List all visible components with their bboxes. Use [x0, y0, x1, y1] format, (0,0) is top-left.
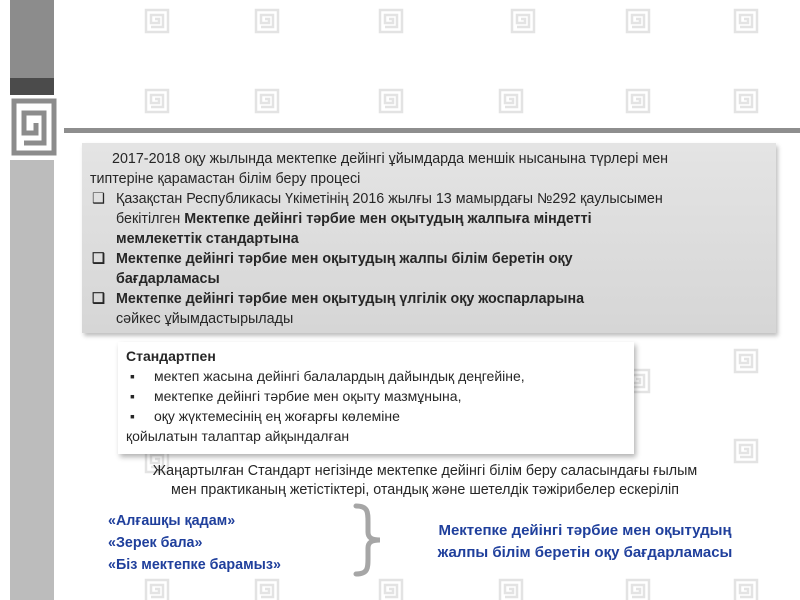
header-divider-line	[64, 128, 800, 133]
general-program-line-2: жалпы білім беретін оқу бағдарламасы	[437, 544, 733, 561]
program-name: «Алғашқы қадам»	[108, 513, 236, 529]
meander-ornament-icon	[10, 95, 64, 159]
standard-footer: қойылатын талаптар айқындалған	[126, 428, 350, 444]
standard-title: Стандартпен	[126, 348, 216, 364]
item1-bold-2: мемлекеттік стандартына	[116, 231, 299, 247]
standard-requirements-panel	[118, 342, 634, 454]
item3-line-1: Мектепке дейінгі тәрбие мен оқытудың үлгілік оқу жоспарларына	[116, 291, 585, 307]
left-bar-top	[10, 0, 54, 78]
list-item	[90, 289, 768, 309]
item1-text: Қазақстан Республикасы Үкіметінің 2016 жылғы 13 мамырдағы №292 қаулысымен	[116, 191, 663, 207]
renewed-standard-text	[80, 462, 770, 500]
item2-line-2: бағдарламасы	[116, 271, 220, 287]
checkbox-bullet-icon: ❑	[92, 251, 105, 267]
square-bullet-icon: ▪	[130, 408, 135, 424]
general-program-line-1: Мектепке дейінгі тәрбие мен оқытудың	[438, 522, 732, 539]
list-item	[126, 366, 626, 386]
program-name: «Зерек бала»	[108, 535, 203, 551]
standard-item-text: оқу жүктемесінің ең жоғарғы көлеміне	[154, 408, 400, 424]
list-item	[126, 406, 626, 426]
checkbox-bullet-icon: ❑	[92, 191, 105, 207]
list-item	[126, 386, 626, 406]
education-process-panel	[82, 143, 776, 333]
left-bar-bottom	[10, 160, 54, 600]
renewed-line-1: Жаңартылған Стандарт негізінде мектепке дейінгі білім беру саласындағы ғылым	[152, 463, 698, 479]
intro-line-1: 2017-2018 оқу жылында мектепке дейінгі ұйымдарда меншік нысанына түрлері мен	[112, 151, 669, 167]
standard-item-text: мектеп жасына дейінгі балалардың дайындық деңгейіне,	[154, 368, 525, 384]
item2-line-1: Мектепке дейінгі тәрбие мен оқытудың жалпы білім беретін оқу	[116, 251, 573, 267]
list-item	[90, 249, 768, 289]
panel-tail-text: сәйкес ұйымдастырылады	[116, 311, 294, 327]
checkbox-bullet-icon: ❑	[92, 291, 105, 307]
program-list	[108, 510, 281, 576]
intro-line-2: типтеріне қарамастан білім беру процесі	[90, 171, 361, 187]
square-bullet-icon: ▪	[130, 368, 135, 384]
square-bullet-icon: ▪	[130, 388, 135, 404]
item1-bold: Мектепке дейінгі тәрбие мен оқытудың жалпыға міндетті	[184, 211, 592, 227]
curly-brace-icon	[350, 502, 390, 578]
renewed-line-2: мен практиканың жетістіктері, отандық және шетелдік тәжірибелер ескеріліп	[171, 482, 679, 498]
standard-item-text: мектепке дейінгі тәрбие мен оқыту мазмұнына,	[154, 388, 462, 404]
list-item	[90, 189, 768, 249]
item1-cont: бекітілген	[116, 211, 185, 227]
general-program-label	[395, 520, 775, 564]
program-name: «Біз мектепке барамыз»	[108, 557, 281, 573]
left-bar-dark	[10, 78, 54, 95]
